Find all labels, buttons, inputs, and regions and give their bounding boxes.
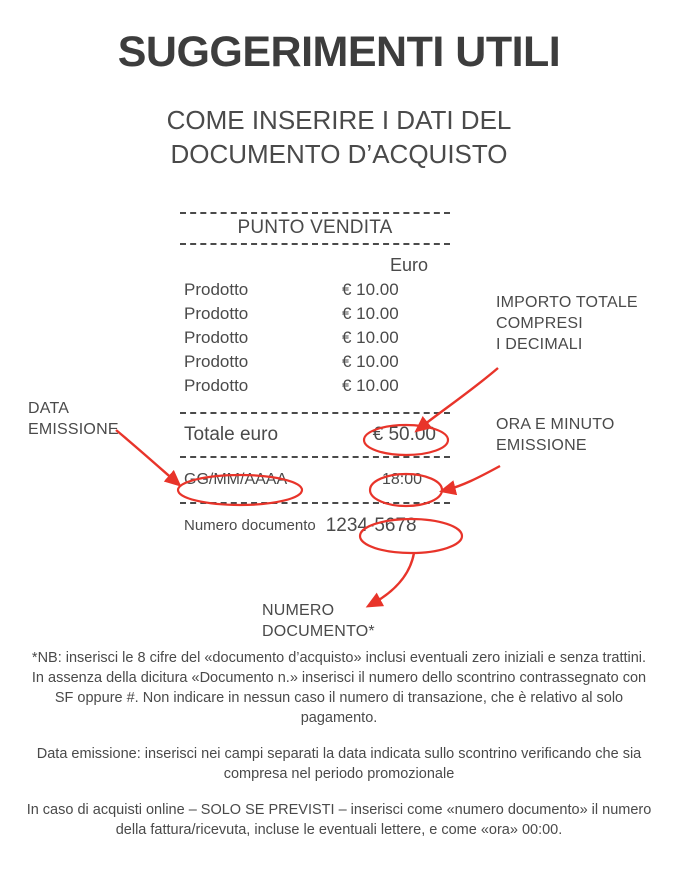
arrow-data (116, 430, 176, 482)
receipt-item-row (180, 350, 450, 374)
receipt-date-value: GG/MM/AAAA (184, 471, 288, 488)
callout-importo-line-3: I DECIMALI (496, 336, 583, 353)
callout-data-emissione (28, 398, 119, 440)
receipt-item-label: Prodotto (184, 304, 249, 323)
receipt-time-value: 18:00 (381, 471, 422, 488)
receipt-item-value: € 10.00 (342, 304, 399, 323)
receipt-total-value: € 50.00 (372, 424, 436, 445)
callout-importo-totale (496, 292, 638, 355)
callout-importo-line-1: IMPORTO TOTALE (496, 294, 638, 311)
receipt-currency-header: Euro (389, 255, 428, 275)
receipt-item-label: Prodotto (184, 352, 249, 371)
receipt-item-label: Prodotto (184, 328, 249, 347)
page-title: SUGGERIMENTI UTILI (117, 28, 561, 76)
receipt-item-value: € 10.00 (342, 328, 399, 347)
callout-data-emissione-line-1: DATA (28, 400, 70, 417)
receipt-total-label: Totale euro (184, 424, 279, 445)
subtitle-line-1: COME INSERIRE I DATI DEL (166, 105, 512, 135)
receipt-item-row (180, 374, 450, 398)
callout-ora-line-2: EMISSIONE (496, 437, 587, 454)
receipt-item-label: Prodotto (184, 280, 249, 299)
callout-ora-emissione (496, 414, 615, 456)
receipt-date-time-row (180, 458, 450, 502)
receipt-docnum-row (180, 504, 450, 540)
arrow-numero (372, 553, 414, 604)
subtitle-line-2: DOCUMENTO D’ACQUISTO (170, 139, 508, 169)
receipt-spacer (180, 398, 450, 412)
receipt-item-row (180, 326, 450, 350)
receipt-docnum-value: 1234-5678 (325, 515, 417, 536)
callout-ora-line-1: ORA E MINUTO (496, 416, 615, 433)
footnote-2: Data emissione: inserisci nei campi separati la data indicata sullo scontrino verificando che sia compresa nel periodo promozionale (36, 746, 642, 782)
receipt-docnum-label: Numero documento (184, 517, 316, 534)
page-subtitle (0, 103, 678, 171)
receipt-item-label: Prodotto (184, 376, 249, 395)
receipt-total-row (180, 414, 450, 456)
callout-importo-line-2: COMPRESI (496, 315, 583, 332)
receipt-item-value: € 10.00 (342, 376, 399, 395)
footnote-1: *NB: inserisci le 8 cifre del «documento d’acquisto» inclusi eventuali zero iniziali e senza trattini. In assenza della dicitura «Documento n.» inserisci il numero dello scontrino contrassegnato con SF oppure #. Non indicare in nessun caso il numero di transazione, che è relativo al solo pagamento. (31, 650, 647, 726)
arrow-ora (446, 466, 500, 490)
callout-numero-line-2: DOCUMENTO* (262, 623, 375, 640)
receipt-store-name: PUNTO VENDITA (237, 217, 393, 238)
receipt-item-row (180, 302, 450, 326)
receipt-item-row (180, 278, 450, 302)
receipt-mock (180, 212, 450, 540)
receipt-item-value: € 10.00 (342, 280, 399, 299)
footnote-3: In caso di acquisti online – SOLO SE PREVISTI – inserisci come «numero documento» il numero della fattura/ricevuta, incluse le eventuali lettere, e come «ora» 00:00. (26, 802, 652, 838)
callout-numero-documento (262, 600, 375, 642)
receipt-item-value: € 10.00 (342, 352, 399, 371)
callout-data-emissione-line-2: EMISSIONE (28, 421, 119, 438)
callout-numero-line-1: NUMERO (262, 602, 335, 619)
footnotes (0, 648, 678, 856)
